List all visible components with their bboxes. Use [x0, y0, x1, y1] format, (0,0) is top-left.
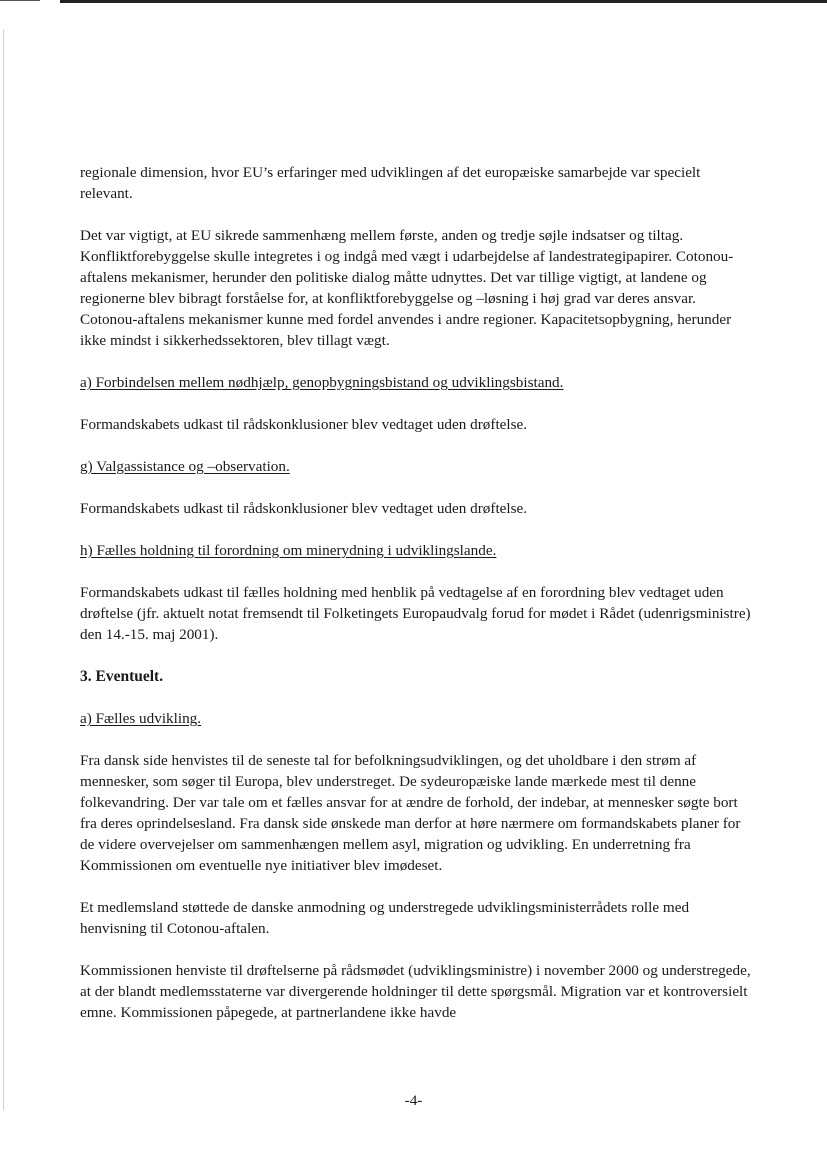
- paragraph-council-conclusions-2: Formandskabets udkast til rådskonklusioner blev vedtaget uden drøftelse.: [80, 500, 528, 517]
- heading-emergency-aid-link: a) Forbindelsen mellem nødhjælp, genopbygningsbistand og udviklingsbistand.: [80, 374, 564, 391]
- document-body: [80, 162, 755, 1044]
- section-title-any-other-business: 3. Eventuelt.: [80, 668, 164, 685]
- top-rule-fragment: [0, 0, 40, 1]
- heading-election-assistance: g) Valgassistance og –observation.: [80, 458, 290, 475]
- paragraph-commission-reference: Kommissionen henviste til drøftelserne på rådsmødet (udviklingsministre) i november 2000 og understregede, at der blandt medlemsstaterne var divergerende holdninger til dette spørgsmål. Migration var et kontroversielt emne. Kommissionen påpegede, at partnerlandene ikke havde: [80, 962, 751, 1021]
- scan-edge: [3, 30, 4, 1110]
- paragraph-coherence: Det var vigtigt, at EU sikrede sammenhæng mellem første, anden og tredje søjle indsatser og tiltag. Konfliktforebyggelse skulle integretes i og indgå med vægt i udarbejdelse af landestrategipapirer. Cotonou-aftalens mekanismer, herunder den politiske dialog måtte udnyttes. Det var tillige vigtigt, at landene og regionerne blev bibragt forståelse for, at konfliktforebyggelse og –løsning i høj grad var deres ansvar. Cotonou-aftalens mekanismer kunne med fordel anvendes i andre regioner. Kapacitetsopbygning, herunder ikke mindst i sikkerhedssektoren, blev tillagt vægt.: [80, 227, 734, 349]
- paragraph-regional-dimension: regionale dimension, hvor EU’s erfaringer med udviklingen af det europæiske samarbejde var specielt relevant.: [80, 164, 701, 202]
- page-number: -4-: [404, 1092, 423, 1109]
- paragraph-member-state-support: Et medlemsland støttede de danske anmodning og understregede udviklingsministerrådets rolle med henvisning til Cotonou-aftalen.: [80, 899, 690, 937]
- heading-common-development: a) Fælles udvikling.: [80, 710, 202, 727]
- paragraph-council-conclusions-1: Formandskabets udkast til rådskonklusioner blev vedtaget uden drøftelse.: [80, 416, 528, 433]
- top-rule: [60, 0, 827, 3]
- heading-mine-clearance: h) Fælles holdning til forordning om minerydning i udviklingslande.: [80, 542, 497, 559]
- paragraph-common-position: Formandskabets udkast til fælles holdning med henblik på vedtagelse af en forordning blev vedtaget uden drøftelse (jfr. aktuelt notat fremsendt til Folketingets Europaudvalg forud for mødet i Rådet (udenrigsministre) den 14.-15. maj 2001).: [80, 584, 751, 643]
- paragraph-danish-position: Fra dansk side henvistes til de seneste tal for befolkningsudviklingen, og det uholdbare i den strøm af mennesker, som søger til Europa, blev understreget. De sydeuropæiske lande mærkede mest til denne folkevandring. Der var tale om et fælles ansvar for at ændre de forhold, der indebar, at mennesker søgte bort fra deres oprindelsesland. Fra dansk side ønskede man derfor at høre nærmere om formandskabets planer for de videre overvejelser om sammenhængen mellem asyl, migration og udvikling. En underretning fra Kommissionen om eventuelle nye initiativer blev imødeset.: [80, 752, 741, 874]
